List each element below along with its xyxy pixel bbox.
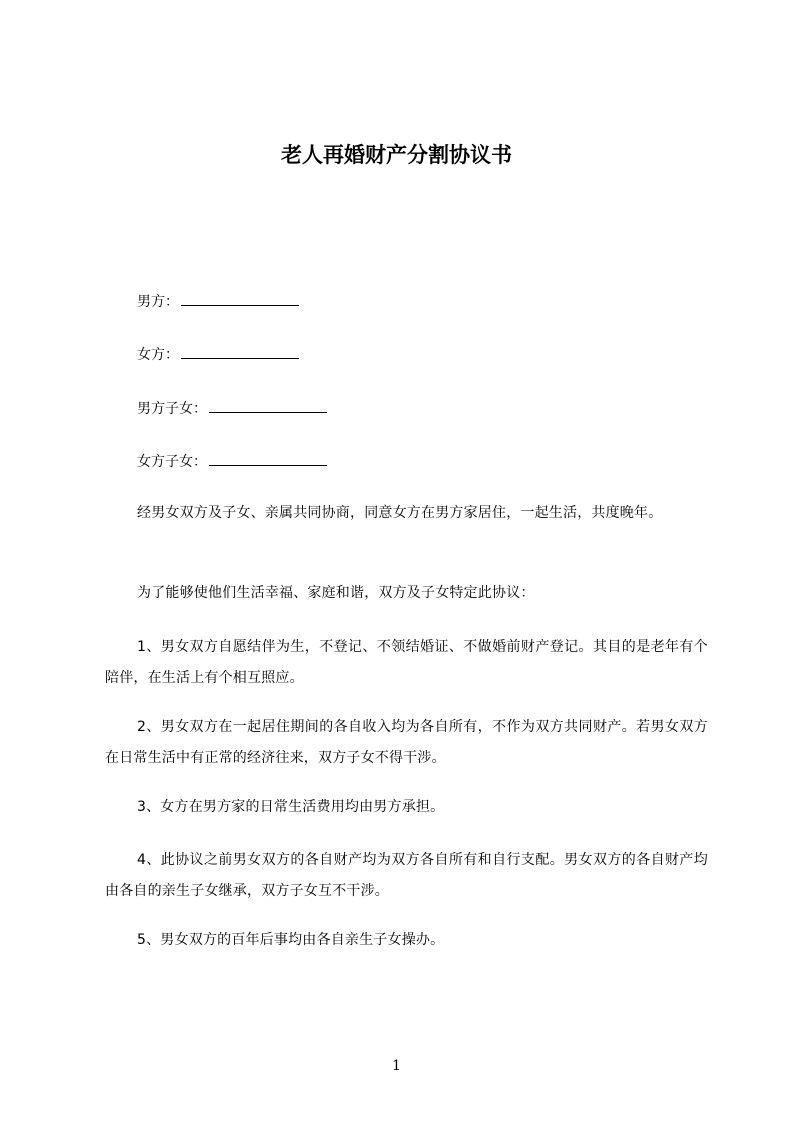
field-husband-children xyxy=(137,398,327,419)
field-husband-label: 男方： xyxy=(137,294,179,310)
paragraph-clause-3: 3、女方在男方家的日常生活费用均由男方承担。 xyxy=(137,799,445,815)
field-wife-children-label: 女方子女： xyxy=(137,454,207,470)
field-husband-children-label: 男方子女： xyxy=(137,401,207,417)
field-wife-label: 女方： xyxy=(137,347,179,363)
paragraph-agreement-lead: 为了能够使他们生活幸福、家庭和谐，双方及子女特定此协议： xyxy=(137,585,535,601)
paragraph-intro: 经男女双方及子女、亲属共同协商，同意女方在男方家居住，一起生活，共度晚年。 xyxy=(137,505,663,521)
field-wife-blank[interactable] xyxy=(181,344,299,359)
paragraph-clause-5: 5、男女双方的百年后事均由各自亲生子女操办。 xyxy=(137,932,445,948)
document-title: 老人再婚财产分割协议书 xyxy=(281,143,512,167)
page-number: 1 xyxy=(392,1058,401,1074)
field-wife-children-blank[interactable] xyxy=(209,451,327,466)
field-husband-blank[interactable] xyxy=(181,291,299,306)
field-husband-children-blank[interactable] xyxy=(209,398,327,413)
paragraph-clause-1: 1、男女双方自愿结伴为生，不登记、不领结婚证、不做婚前财产登记。其目的是老年有个陪伴，在生活上有个相互照应。 xyxy=(105,639,708,686)
field-wife xyxy=(137,344,299,365)
field-husband xyxy=(137,291,299,312)
field-wife-children xyxy=(137,451,327,472)
paragraph-clause-4: 4、此协议之前男女双方的各自财产均为双方各自所有和自行支配。男女双方的各自财产均由各自的亲生子女继承，双方子女互不干涉。 xyxy=(105,852,708,899)
paragraph-clause-2: 2、男女双方在一起居住期间的各自收入均为各自所有，不作为双方共同财产。若男女双方在日常生活中有正常的经济往来，双方子女不得干涉。 xyxy=(105,719,708,766)
